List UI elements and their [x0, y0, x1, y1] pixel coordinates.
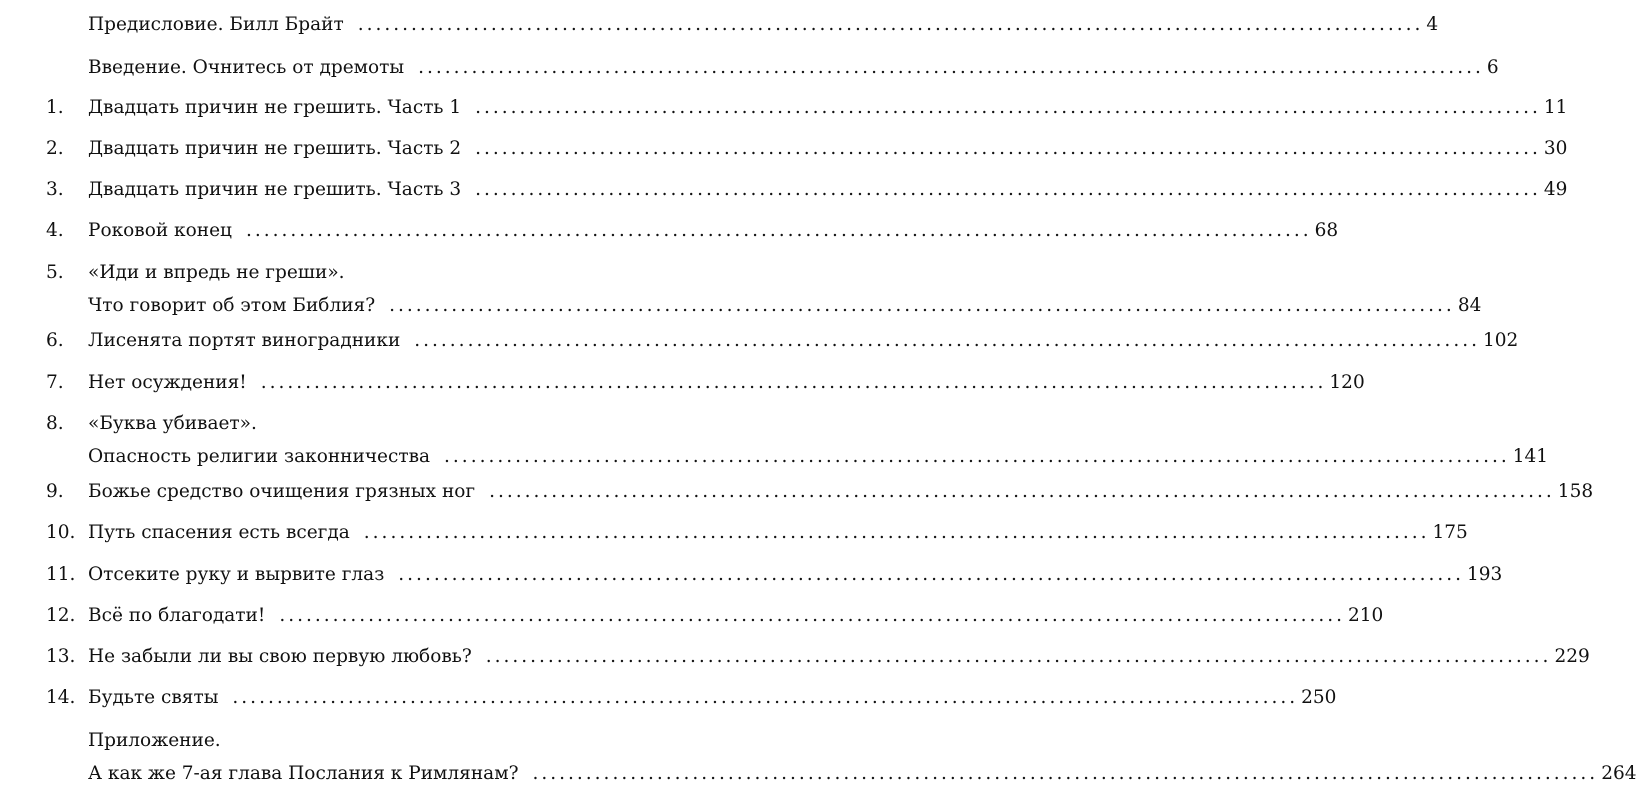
dot-leader: ........................................................................................................................: [245, 220, 1312, 241]
toc-entry-title[interactable]: Всё по благодати!: [88, 605, 266, 626]
dot-leader: ........................................................................................................................: [532, 763, 1599, 784]
toc-entry-number: 7.: [46, 372, 64, 393]
toc-entry-number: 9.: [46, 481, 64, 502]
dot-leader: ........................................................................................................................: [475, 97, 1541, 118]
toc-entry-page-number: 120: [1329, 372, 1365, 393]
toc-entry-number: 14.: [46, 687, 76, 708]
toc-entry-line: [88, 763, 1637, 785]
toc-entry-number: 6.: [46, 330, 64, 351]
toc-entry-body: [88, 262, 1482, 317]
toc-entry-body: [88, 14, 1439, 36]
dot-leader: ........................................................................................................................: [260, 372, 1327, 393]
toc-entry-page-number: 4: [1426, 14, 1439, 35]
toc-entry-title[interactable]: Лисенята портят виноградники: [88, 330, 401, 351]
dot-leader: ........................................................................................................................: [232, 687, 1299, 708]
toc-entry-body: [88, 372, 1365, 394]
toc-entry-body: [88, 730, 1637, 785]
toc-entry-number: 13.: [46, 646, 76, 667]
toc-entry-body: [88, 97, 1568, 119]
toc-entry-page-number: 158: [1557, 481, 1594, 502]
toc-entry-page-number: 68: [1314, 220, 1339, 241]
toc-entry-line: [88, 605, 1384, 627]
toc-entry-page-number: 30: [1543, 138, 1568, 159]
toc-entry-number: 5.: [46, 262, 64, 283]
toc-entry-line: [88, 564, 1503, 586]
toc-entry-line: [88, 97, 1568, 119]
toc-entry-number: 10.: [46, 522, 76, 543]
dot-leader: ........................................................................................................................: [444, 446, 1510, 467]
toc-entry-page-number: 250: [1301, 687, 1337, 708]
toc-entry-body: [88, 522, 1468, 544]
toc-entry-line: [88, 522, 1468, 544]
toc-entry-page-number: 102: [1482, 330, 1519, 351]
toc-entry-body: [88, 481, 1594, 503]
toc-entry-title[interactable]: Что говорит об этом Библия?: [88, 295, 376, 316]
toc-entry-title[interactable]: Предисловие. Билл Брайт: [88, 14, 344, 35]
toc-entry-number: 4.: [46, 220, 64, 241]
toc-entry-title[interactable]: Опасность религии законничества: [88, 446, 431, 467]
toc-entry-pretitle: «Буква убивает».: [88, 413, 257, 434]
toc-entry-line: [88, 481, 1594, 503]
toc-entry-title[interactable]: Введение. Очнитесь от дремоты: [88, 57, 405, 78]
toc-entry-title[interactable]: Будьте святы: [88, 687, 219, 708]
toc-entry-line: [88, 57, 1499, 79]
toc-entry-page-number: 6: [1486, 57, 1499, 78]
toc-entry-title[interactable]: Роковой конец: [88, 220, 232, 241]
toc-entry-title[interactable]: Двадцать причин не грешить. Часть 2: [88, 138, 462, 159]
toc-entry-title[interactable]: Двадцать причин не грешить. Часть 3: [88, 179, 462, 200]
toc-entry-line: [88, 179, 1568, 201]
toc-entry-title[interactable]: Двадцать причин не грешить. Часть 1: [88, 97, 462, 118]
dot-leader: ........................................................................................................................: [389, 295, 1455, 316]
toc-entry-line: [88, 446, 1549, 468]
toc-entry-title[interactable]: Нет осуждения!: [88, 372, 247, 393]
toc-entry-line: [88, 330, 1519, 352]
toc-entry-body: [88, 330, 1519, 352]
toc-entry-line: [88, 220, 1339, 242]
toc-entry-pretitle: «Иди и впредь не греши».: [88, 262, 345, 283]
toc-entry-body: [88, 564, 1503, 586]
toc-entry-line: [88, 14, 1439, 36]
dot-leader: ........................................................................................................................: [357, 14, 1424, 35]
dot-leader: ........................................................................................................................: [418, 57, 1484, 78]
dot-leader: ........................................................................................................................: [363, 522, 1430, 543]
toc-entry-title[interactable]: Отсеките руку и вырвите глаз: [88, 564, 385, 585]
toc-entry-line: [88, 646, 1590, 668]
toc-entry-page-number: 193: [1466, 564, 1503, 585]
toc-entry-number: 11.: [46, 564, 76, 585]
toc-entry-body: [88, 605, 1384, 627]
toc-entry-number: 12.: [46, 605, 76, 626]
toc-entry-number: 1.: [46, 97, 64, 118]
toc-entry-page-number: 141: [1512, 446, 1549, 467]
toc-entry-body: [88, 687, 1337, 709]
toc-entry-body: [88, 646, 1590, 668]
toc-entry-page-number: 210: [1348, 605, 1384, 626]
toc-entry-page-number: 264: [1601, 763, 1637, 784]
toc-entry-page-number: 175: [1432, 522, 1468, 543]
toc-entry-line: [88, 295, 1482, 317]
toc-entry-body: [88, 179, 1568, 201]
toc-entry-number: 3.: [46, 179, 64, 200]
toc-entry-line: [88, 372, 1365, 394]
toc-entry-line: [88, 138, 1568, 160]
toc-entry-body: [88, 220, 1339, 242]
toc-entry-body: [88, 138, 1568, 160]
toc-entry-body: [88, 57, 1499, 79]
dot-leader: ........................................................................................................................: [485, 646, 1552, 667]
toc-entry-title[interactable]: Божье средство очищения грязных ног: [88, 481, 476, 502]
toc-entry-number: 8.: [46, 413, 64, 434]
dot-leader: ........................................................................................................................: [398, 564, 1464, 585]
dot-leader: ........................................................................................................................: [279, 605, 1345, 626]
toc-entry-page-number: 84: [1457, 295, 1482, 316]
dot-leader: ........................................................................................................................: [475, 179, 1541, 200]
toc-entry-title[interactable]: А как же 7-ая глава Послания к Римлянам?: [88, 763, 519, 784]
toc-entry-page-number: 11: [1543, 97, 1568, 118]
toc-entry-title[interactable]: Путь спасения есть всегда: [88, 522, 350, 543]
toc-entry-pretitle: Приложение.: [88, 730, 221, 751]
dot-leader: ........................................................................................................................: [414, 330, 1480, 351]
toc-entry-page-number: 49: [1543, 179, 1568, 200]
toc-entry-number: 2.: [46, 138, 64, 159]
toc-entry-line: [88, 687, 1337, 709]
toc-entry-page-number: 229: [1554, 646, 1590, 667]
toc-entry-body: [88, 413, 1549, 468]
toc-entry-title[interactable]: Не забыли ли вы свою первую любовь?: [88, 646, 472, 667]
dot-leader: ........................................................................................................................: [489, 481, 1555, 502]
dot-leader: ........................................................................................................................: [475, 138, 1541, 159]
